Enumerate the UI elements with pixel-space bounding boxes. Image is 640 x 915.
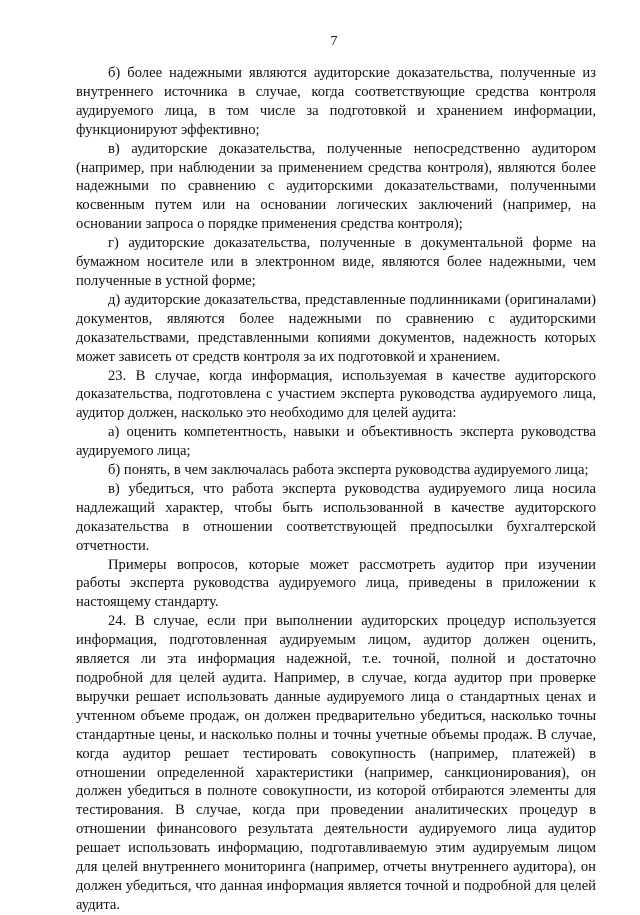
page-number: 7	[330, 34, 338, 49]
paragraph-23-a: а) оценить компетентность, навыки и объективность эксперта руководства аудируемого лица;	[76, 424, 596, 460]
paragraph-23-v: в) убедиться, что работа эксперта руководства аудируемого лица носила надлежащий характер, чтобы быть использованной в качестве аудиторского доказательства в отношении соответствующей предпосылки бухгалтерской отчетности.	[76, 480, 596, 554]
paragraph-23-b: б) понять, в чем заключалась работа эксперта руководства аудируемого лица;	[108, 462, 589, 479]
paragraph-d-originals: д) аудиторские доказательства, представленные подлинниками (оригиналами) документов, являются более надежными по сравнению с аудиторскими доказательствами, представленными копиями документов, надежность которых может зависеть от средств контроля за их подготовкой и хранением.	[76, 291, 596, 365]
document-body	[76, 64, 596, 915]
paragraph-examples: Примеры вопросов, которые может рассмотреть аудитор при изучении работы эксперта руководства аудируемого лица, приведены в приложении к настоящему стандарту.	[76, 556, 596, 611]
paragraph-24-information: 24. В случае, если при выполнении аудиторских процедур используется информация, подготовленная аудируемым лицом, аудитор должен оценить, является ли эта информация надежной, т.е. точной, полной и достаточно подробной для целей аудита. Например, в случае, когда аудитор при проверке выручки решает использовать данные аудируемого лица о стандартных ценах и учтенном объеме продаж, он должен предварительно убедиться, насколько точны стандартные цены, и насколько полны и точны учетные объемы продаж. В случае, когда аудитор решает тестировать совокупность (например, платежей) в отношении определенной характеристики (например, санкционирования), он должен убедиться в полноте совокупности, из которой отбираются элементы для тестирования. В случае, когда при проведении аналитических процедур в отношении финансового результата деятельности аудируемого лица аудитор решает использовать информацию, подготавливаемую этим аудируемым лицом для целей внутреннего мониторинга (например, отчеты внутреннего аудитора), он должен убедиться, что данная информация является точной и подробной для целей аудита.	[76, 613, 596, 913]
paragraph-v-direct-evidence: в) аудиторские доказательства, полученные непосредственно аудитором (например, при наблюдении за применением средства контроля), являются более надежными по сравнению с аудиторскими доказательствами, полученными косвенным путем или на основании логических заключений (например, на основании запроса о порядке применения средства контроля);	[76, 140, 596, 233]
paragraph-g-documentary-form: г) аудиторские доказательства, полученные в документальной форме на бумажном носителе или в электронном виде, являются более надежными, чем полученные в устной форме;	[76, 235, 596, 289]
paragraph-23-expert: 23. В случае, когда информация, используемая в качестве аудиторского доказательства, подготовлена с участием эксперта руководства аудируемого лица, аудитор должен, насколько это необходимо для целей аудита:	[76, 367, 596, 422]
paragraph-b-internal-source: б) более надежными являются аудиторские доказательства, полученные из внутреннего источника в случае, когда соответствующие средства контроля аудируемого лица, в том числе за подготовкой и хранением информации, функционируют эффективно;	[76, 65, 596, 138]
